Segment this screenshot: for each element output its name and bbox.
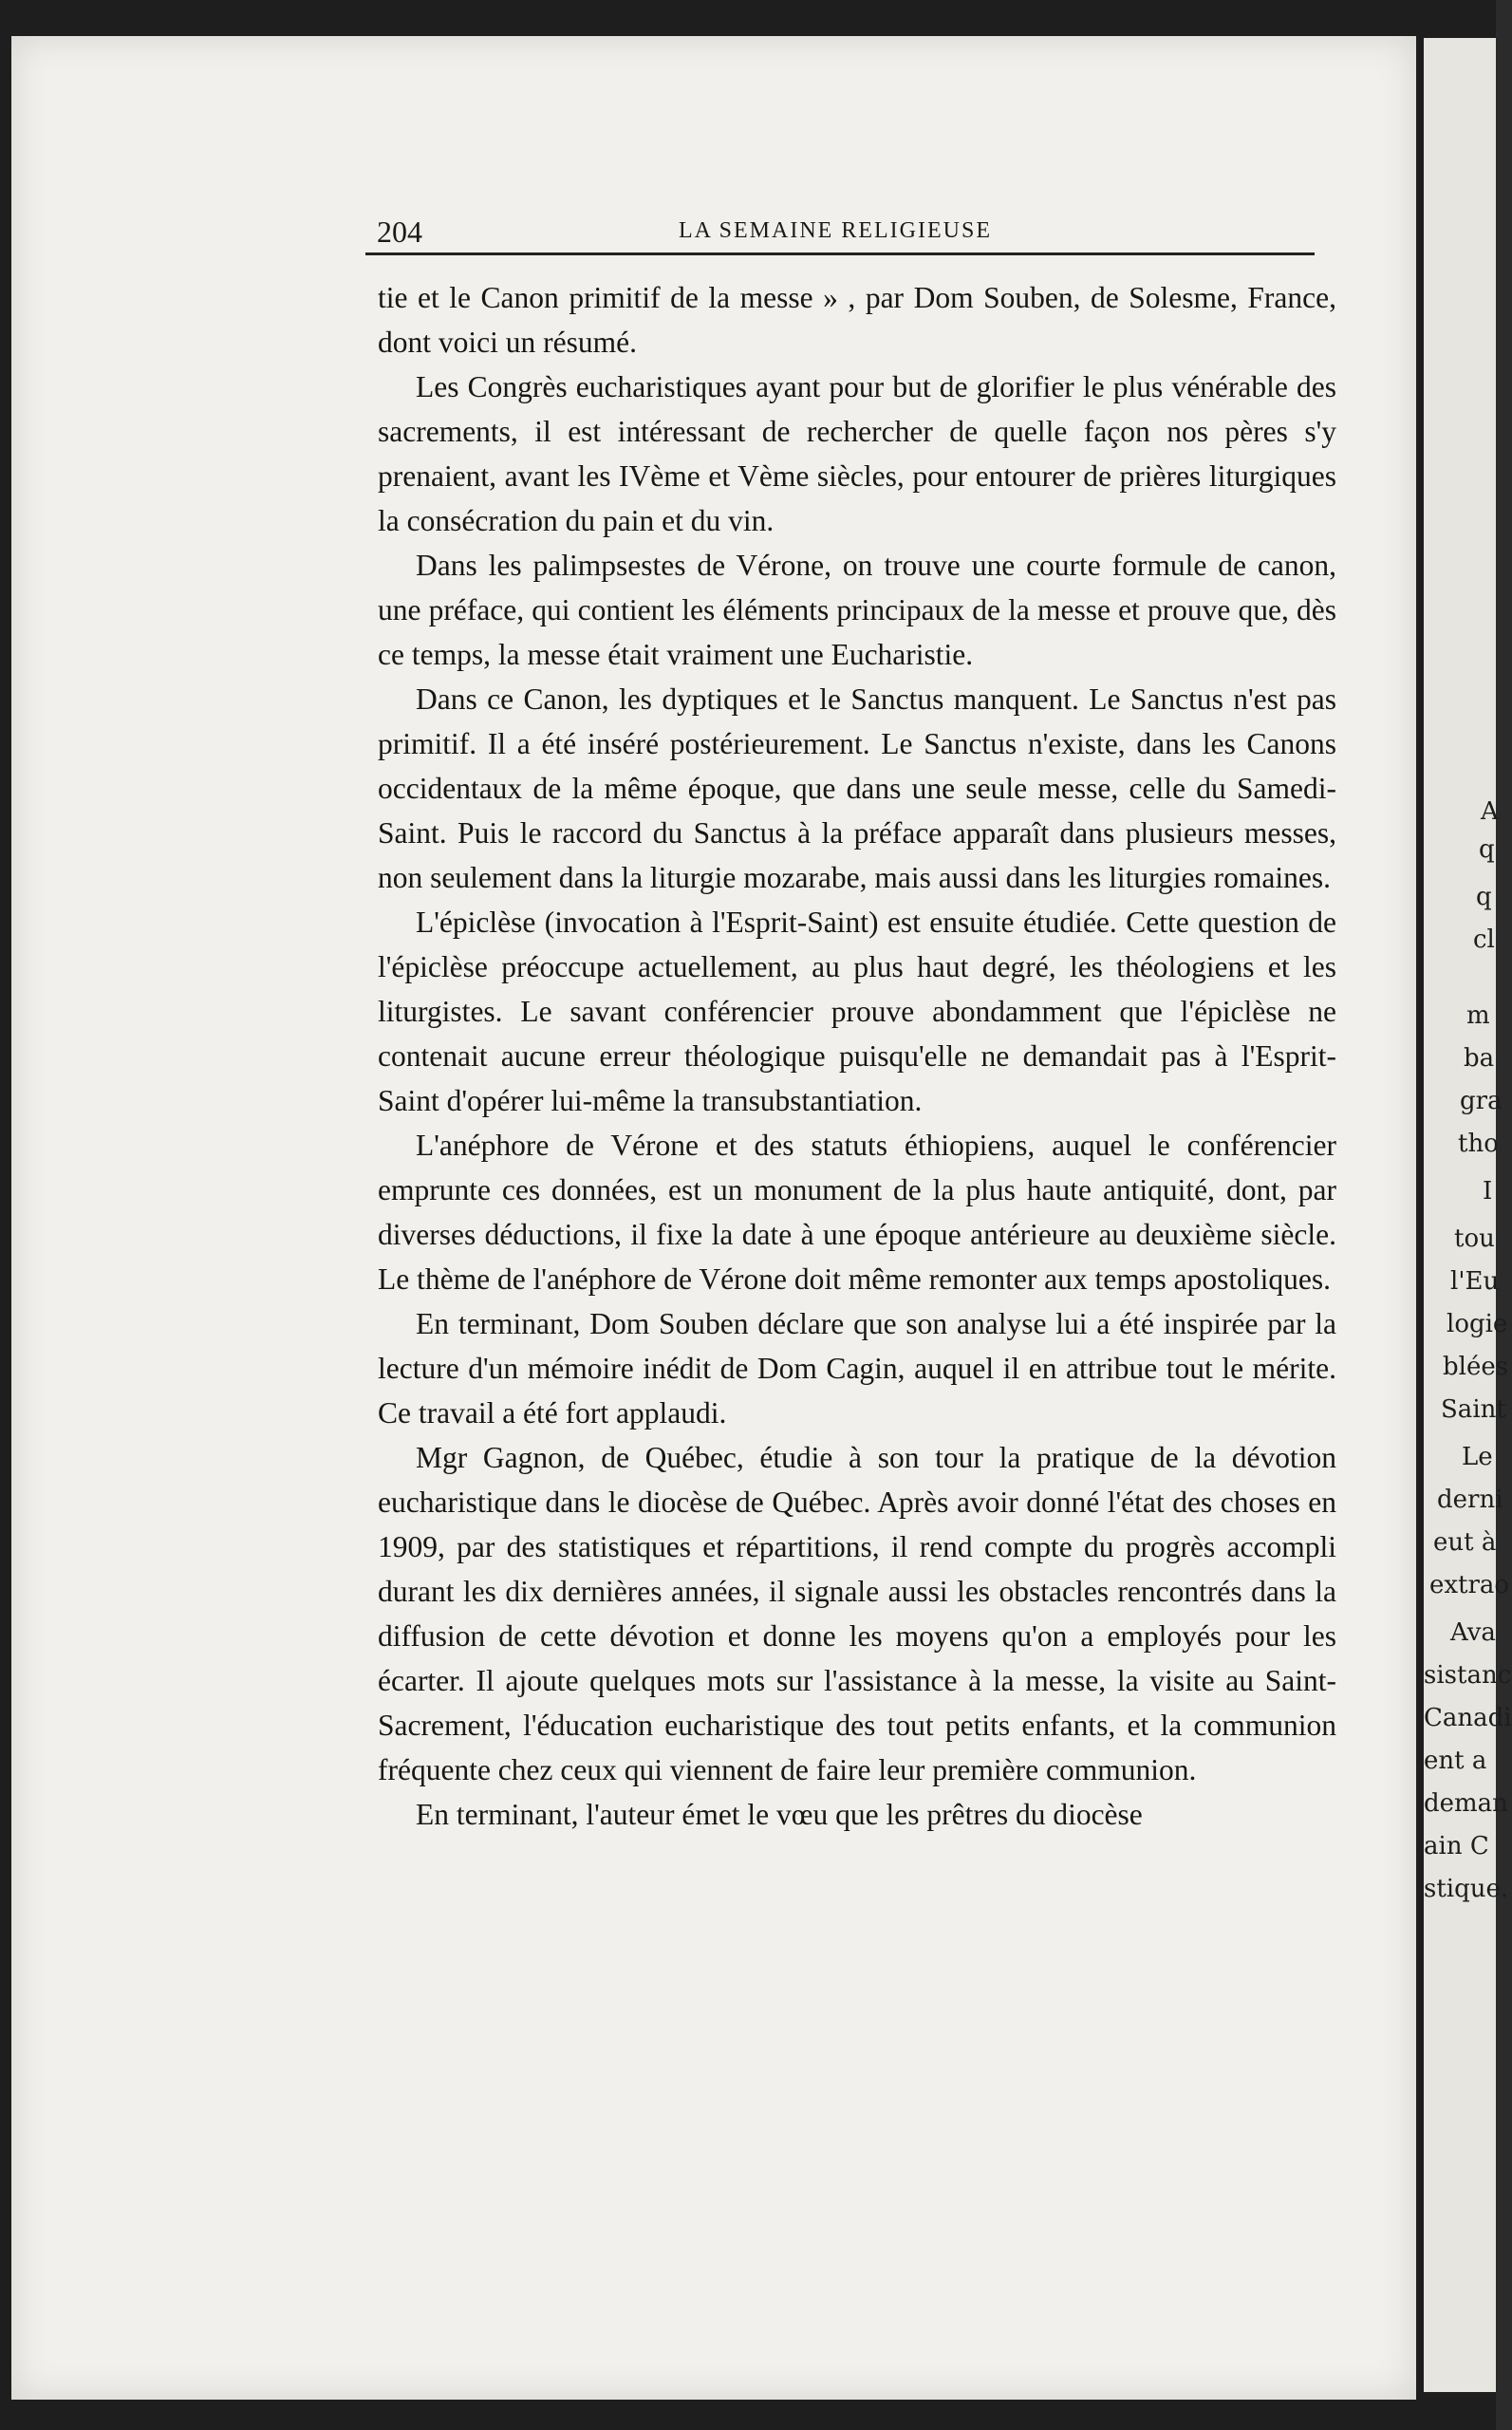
body-text bbox=[378, 275, 1336, 1837]
adjacent-page-fragment: tou bbox=[1454, 1224, 1495, 1253]
paragraph: Dans les palimpsestes de Vérone, on trouve une courte formule de canon, une préface, qui contient les éléments principaux de la messe et prouve que, dès ce temps, la messe était vraiment une Eucharistie. bbox=[378, 549, 1336, 671]
paragraph: L'anéphore de Vérone et des statuts éthiopiens, auquel le conférencier emprunte ces données, est un monument de la plus haute antiquité, dont, par diverses déductions, il fixe la date à une époque antérieure au deuxième siècle. Le thème de l'anéphore de Vérone doit même remonter aux temps apostoliques. bbox=[378, 1129, 1336, 1296]
adjacent-page-fragment: blées bbox=[1443, 1353, 1509, 1381]
page-number: 204 bbox=[377, 215, 422, 249]
paragraph: tie et le Canon primitif de la messe » , par Dom Souben, de Solesme, France, dont voici un résumé. bbox=[378, 281, 1336, 359]
adjacent-page-fragment: ba bbox=[1464, 1044, 1495, 1073]
adjacent-page-fragment: sistanc bbox=[1424, 1661, 1512, 1690]
adjacent-page-fragment: m bbox=[1466, 1001, 1490, 1030]
adjacent-page-fragment: Le bbox=[1462, 1443, 1493, 1471]
paragraph: Mgr Gagnon, de Québec, étudie à son tour la pratique de la dévotion eucharistique dans le diocèse de Québec. Après avoir donné l'état des choses en 1909, par des statistiques et répartitions, il rend compte du progrès accompli durant les dix dernières années, il signale aussi les obstacles rencontrés dans la diffusion de cette dévotion et donne les moyens qu'on a employés pour les écarter. Il ajoute quelques mots sur l'assistance à la messe, la visite au Saint-Sacrement, l'éducation eucharistique des tout petits enfants, et la communion fréquente chez ceux qui viennent de faire leur première communion. bbox=[378, 1441, 1336, 1786]
adjacent-page-fragment: extrao bbox=[1429, 1571, 1510, 1599]
adjacent-page-edge bbox=[1424, 38, 1512, 2392]
adjacent-page-fragment: eut à bbox=[1433, 1528, 1497, 1557]
adjacent-page-fragment: I bbox=[1483, 1177, 1493, 1206]
adjacent-page-fragment: ent a bbox=[1424, 1747, 1487, 1775]
adjacent-page-fragment: ain C bbox=[1424, 1832, 1489, 1860]
adjacent-page-fragment: A bbox=[1481, 797, 1499, 826]
adjacent-page-fragment: l'Eu bbox=[1450, 1267, 1500, 1296]
adjacent-page-fragment: stique. bbox=[1424, 1875, 1509, 1903]
adjacent-page-fragment: gra bbox=[1460, 1087, 1503, 1115]
adjacent-page-fragment: q bbox=[1476, 883, 1492, 911]
page-header bbox=[365, 211, 1315, 255]
paragraph: En terminant, l'auteur émet le vœu que les prêtres du diocèse bbox=[416, 1798, 1143, 1831]
paragraph: L'épiclèse (invocation à l'Esprit-Saint) est ensuite étudiée. Cette question de l'épiclèse préoccupe actuellement, au plus haut degré, les théologiens et les liturgistes. Le savant conférencier prouve abondamment que l'épiclèse ne contenait aucune erreur théologique puisqu'elle ne demandait pas à l'Esprit-Saint d'opérer lui-même la transubstantiation. bbox=[378, 906, 1336, 1117]
running-head: LA SEMAINE RELIGIEUSE bbox=[679, 218, 992, 243]
adjacent-page-fragment: cl bbox=[1473, 925, 1495, 954]
paragraph: Les Congrès eucharistiques ayant pour but de glorifier le plus vénérable des sacrements, il est intéressant de rechercher de quelle façon nos pères s'y prenaient, avant les IVème et Vème siècles, pour entourer de prières liturgiques la consécration du pain et du vin. bbox=[378, 370, 1336, 537]
adjacent-page-fragment: logie bbox=[1447, 1310, 1508, 1338]
adjacent-page-fragment: q bbox=[1479, 835, 1495, 864]
adjacent-page-fragment: deman bbox=[1424, 1789, 1508, 1818]
adjacent-page-fragment: Ava bbox=[1450, 1618, 1496, 1647]
paragraph: En terminant, Dom Souben déclare que son analyse lui a été inspirée par la lecture d'un mémoire inédit de Dom Cagin, auquel il en attribue tout le mérite. Ce travail a été fort applaudi. bbox=[378, 1307, 1336, 1430]
paragraph: Dans ce Canon, les dyptiques et le Sanctus manquent. Le Sanctus n'est pas primitif. Il a été inséré postérieurement. Le Sanctus n'existe, dans les Canons occidentaux de la même époque, que dans une seule messe, celle du Samedi-Saint. Puis le raccord du Sanctus à la préface apparaît dans plusieurs messes, non seulement dans la liturgie mozarabe, mais aussi dans les liturgies romaines. bbox=[378, 682, 1336, 894]
adjacent-page-fragment: tho bbox=[1458, 1130, 1499, 1158]
adjacent-page-fragment: derni bbox=[1437, 1486, 1503, 1514]
adjacent-page-fragment: Saint bbox=[1441, 1395, 1506, 1424]
adjacent-page-fragment: Canadi bbox=[1424, 1704, 1512, 1732]
